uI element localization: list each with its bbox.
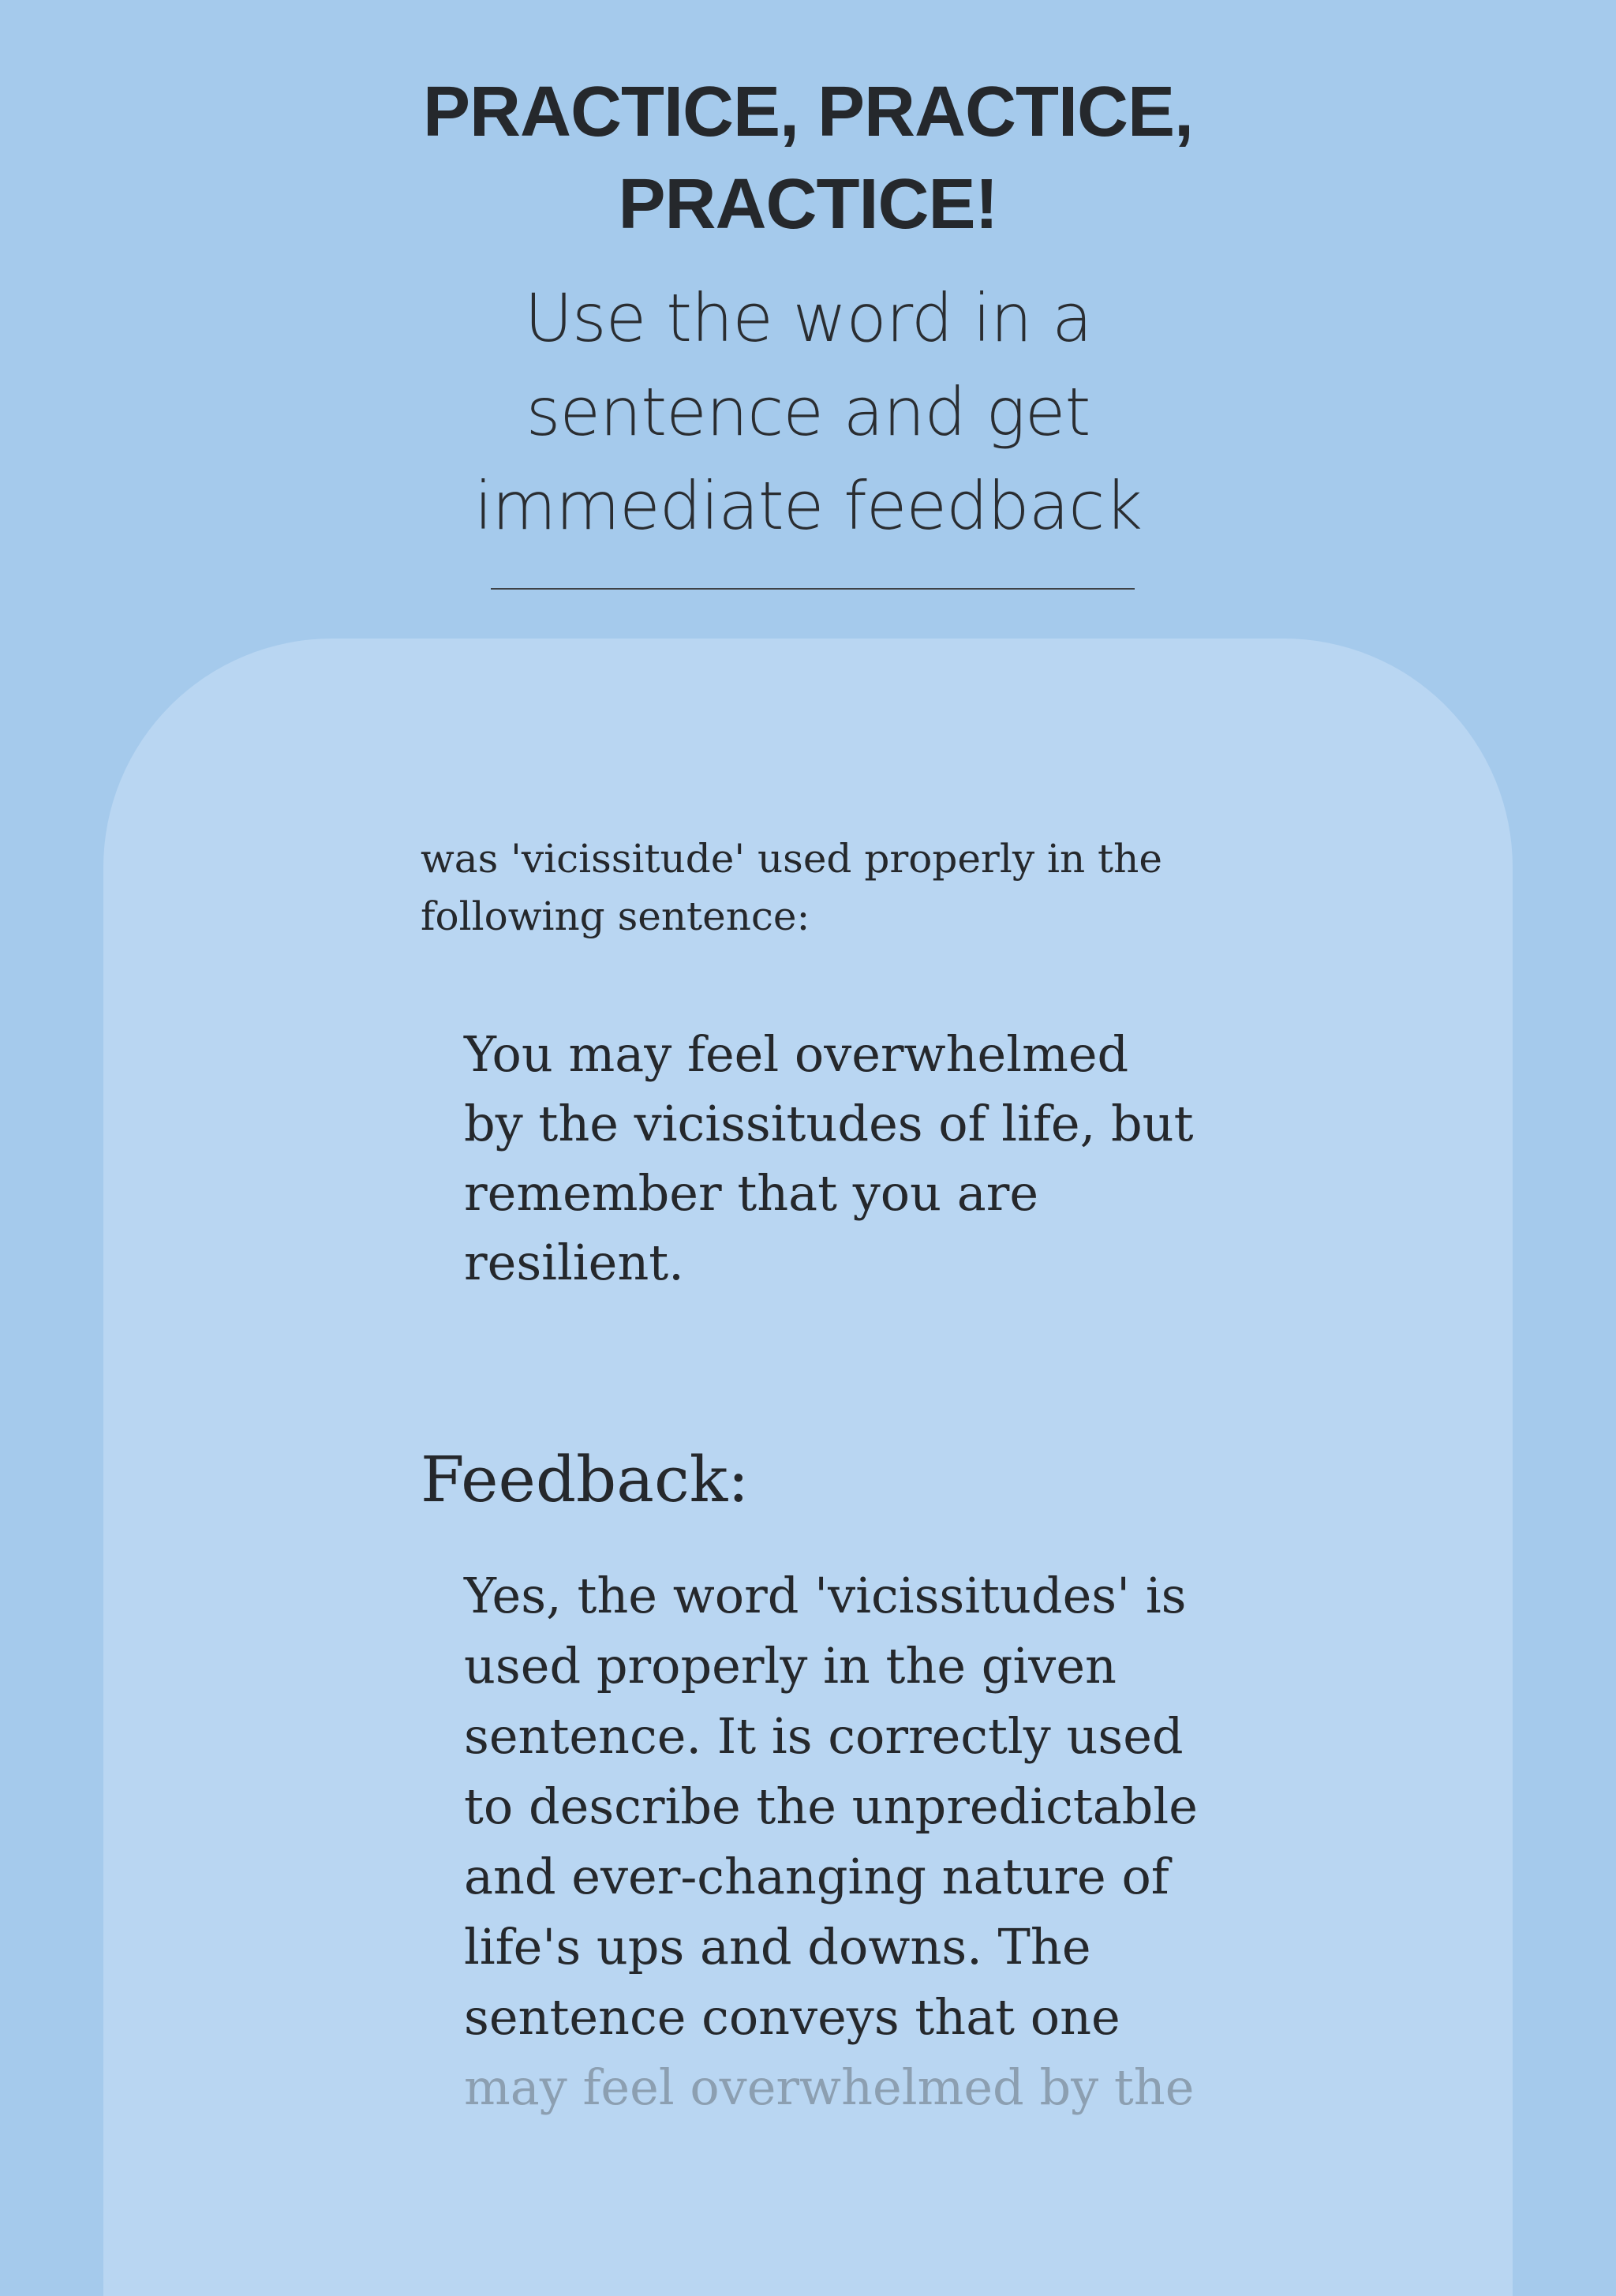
feedback-text: [464, 1560, 1253, 2122]
feedback-text-line: to describe the unpredictable: [464, 1777, 1198, 1835]
page-title: [256, 66, 1360, 251]
feedback-text-line: Yes, the word 'vicissitudes' is: [464, 1567, 1187, 1624]
page-subtitle-line: sentence and get: [526, 373, 1090, 451]
feedback-text-line: sentence conveys that one: [464, 1988, 1120, 2046]
page-subtitle: [413, 272, 1203, 553]
user-sentence-line: by the vicissitudes of life, but: [464, 1095, 1194, 1152]
page-subtitle-line: Use the word in a: [524, 279, 1092, 357]
feedback-heading: Feedback:: [421, 1443, 750, 1516]
feedback-text-line: and ever-changing nature of: [464, 1848, 1169, 1905]
feedback-text-line: life's ups and downs. The: [464, 1918, 1091, 1976]
user-sentence-line: remember that you are: [464, 1164, 1039, 1222]
header-divider: [491, 588, 1135, 590]
question-prompt: [421, 830, 1170, 946]
user-sentence-line: You may feel overwhelmed: [464, 1025, 1129, 1083]
feedback-text-line-faded: may feel overwhelmed by the: [464, 2058, 1195, 2116]
page-title-line: PRACTICE, PRACTICE,: [422, 73, 1194, 152]
page-title-line: PRACTICE!: [618, 165, 998, 244]
user-sentence: [464, 1020, 1237, 1298]
page-subtitle-line: immediate feedback: [474, 467, 1142, 545]
question-prompt-line: was 'vicissitude' used properly in the: [421, 836, 1162, 882]
feedback-text-line: sentence. It is correctly used: [464, 1707, 1184, 1765]
user-sentence-line: resilient.: [464, 1234, 684, 1291]
feedback-text-line: used properly in the given: [464, 1637, 1117, 1695]
question-prompt-line: following sentence:: [421, 893, 810, 939]
